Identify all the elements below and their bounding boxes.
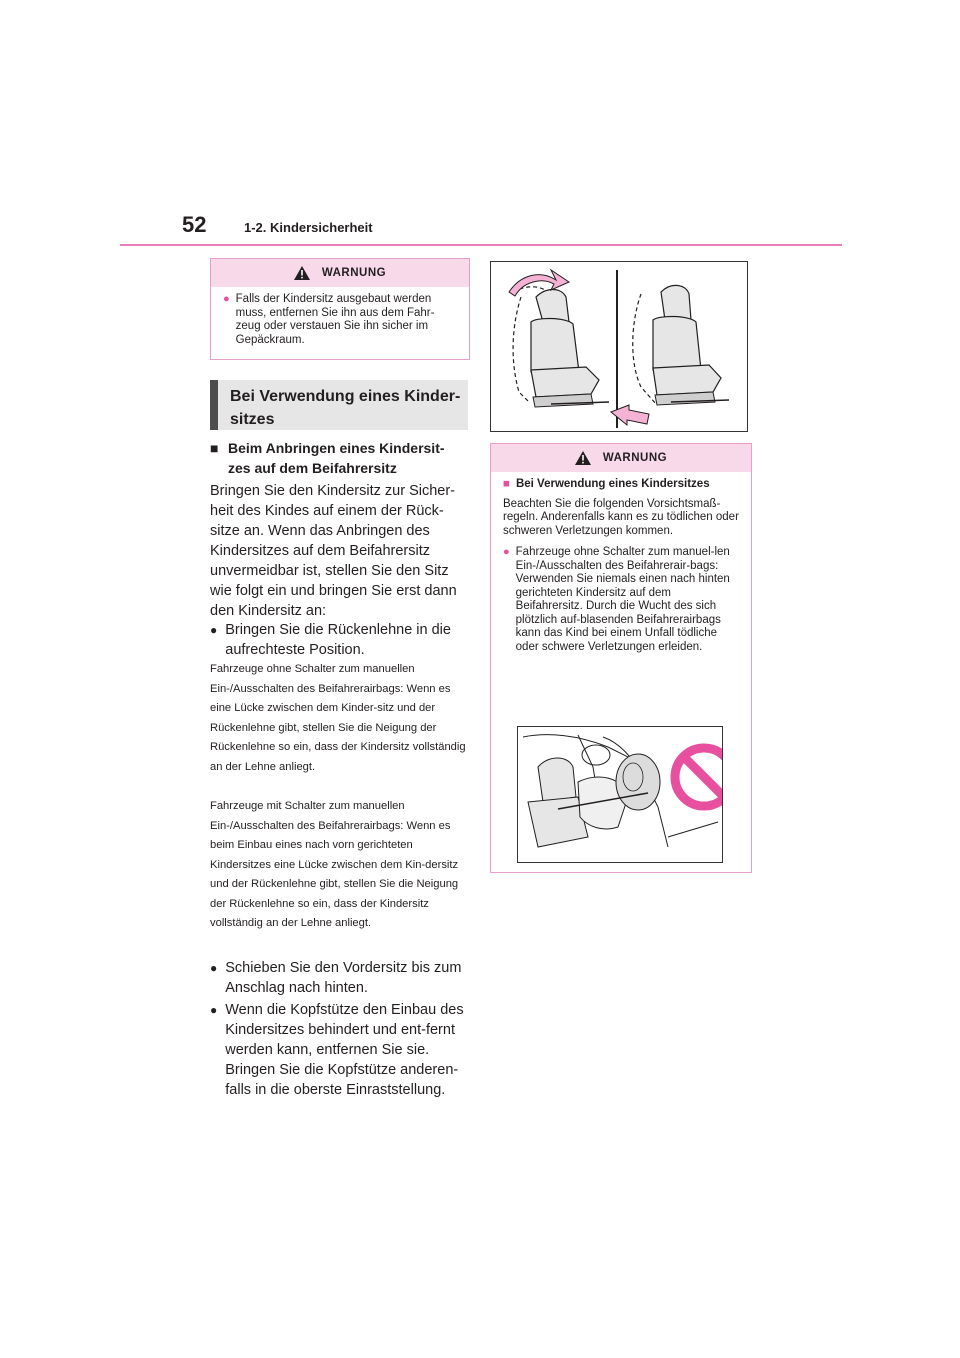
list-item	[210, 1000, 472, 1100]
note-paragraph: Fahrzeuge mit Schalter zum manuellen Ein-/Ausschalten des Beifahrerairbags: Wenn es beim Einbau eines nach vorn gerichteten Kindersitzes eine Lücke zwischen dem Kin-dersitz und der Rückenlehne gibt, stellen Sie die Neigung der Rückenlehne so ein, dass der Kindersitz vollständig an der Lehne anliegt.	[210, 800, 459, 929]
warning-paragraph: Beachten Sie die folgenden Vorsichtsmaß-regeln. Anderenfalls kann es zu tödlichen oder schweren Verletzungen kommen.	[503, 497, 739, 537]
bullet-dot-icon: ●	[210, 1003, 218, 1017]
section-title-box	[210, 380, 468, 430]
note-paragraph: Fahrzeuge ohne Schalter zum manuellen Ein-/Ausschalten des Beifahrerairbags: Wenn es eine Lücke zwischen dem Kinder-sitz und der Rückenlehne gibt, stellen Sie die Neigung der Rückenlehne so ein, dass der Kindersitz vollständig an der Lehne anliegt.	[210, 663, 466, 773]
warning-text: Fahrzeuge ohne Schalter zum manuel-len Ein-/Ausschalten des Beifahrerair-bags: Verwenden Sie niemals einen nach hinten gerichteten Kindersitz auf dem Beifahrersitz. Durch die Wucht des sich plötzlich auf-blasenden Beifahrerairbags kann das Kind bei einem Unfall tödliche oder schwere Verletzungen erleiden.	[515, 546, 730, 653]
list-item-text: Schieben Sie den Vordersitz bis zum Anschlag nach hinten.	[225, 960, 462, 996]
subheading-line-1: Beim Anbringen eines Kindersit-	[228, 440, 445, 456]
warning-box	[210, 258, 470, 360]
bullet-dot-icon: ●	[503, 546, 510, 558]
section-title-line-2: sitzes	[230, 411, 275, 428]
square-bullet-icon: ■	[210, 440, 219, 456]
airbag-illustration	[517, 726, 723, 863]
intro-paragraph: Bringen Sie den Kindersitz zur Sicher-heit des Kindes auf einem der Rück-sitze an. Wenn das Anbringen des Kindersitzes auf dem Beifahrersitz unvermeidbar ist, stellen Sie den Sitz wie folgt ein und bringen Sie erst dann den Kindersitz an:	[210, 483, 457, 619]
list-item-text: Wenn die Kopfstütze den Einbau des Kindersitzes behindert und ent-fernt werden kann, entfernen Sie sie. Bringen Sie die Kopfstütze anderen-falls in die oberste Einraststellung.	[225, 1002, 464, 1098]
warning-header	[211, 259, 469, 287]
page-number: 52	[182, 212, 207, 237]
list-item-text: Bringen Sie die Rückenlehne in die aufrechteste Position.	[225, 622, 451, 658]
subheading-line-2: zes auf dem Beifahrersitz	[228, 460, 397, 476]
header-divider	[120, 244, 842, 246]
bullet-dot-icon: ●	[210, 623, 218, 637]
warning-label: WARNUNG	[602, 452, 668, 464]
bullet-dot-icon: ●	[210, 961, 218, 975]
warning-text: Falls der Kindersitz ausgebaut werden muss, entfernen Sie ihn aus dem Fahr-zeug oder verstauen Sie ihn sicher im Gepäckraum.	[235, 293, 435, 346]
warning-heading: Bei Verwendung eines Kindersitzes	[515, 478, 710, 490]
warning-header	[491, 444, 751, 472]
square-bullet-icon: ■	[503, 478, 510, 490]
section-header: 1-2. Kindersicherheit	[244, 220, 373, 235]
subheading	[210, 438, 470, 478]
warning-label: WARNUNG	[321, 267, 387, 279]
section-title-line-1: Bei Verwendung eines Kinder-	[230, 388, 461, 405]
rear-facing-seat-figure	[518, 727, 722, 862]
bullet-dot-icon: ●	[223, 293, 230, 305]
section-title	[230, 385, 460, 431]
warning-triangle-icon	[575, 451, 591, 465]
warning-triangle-icon	[294, 266, 310, 280]
seat-illustration	[490, 261, 748, 432]
list-item	[210, 958, 472, 998]
seat-adjustment-figure	[491, 262, 747, 431]
list-item	[210, 620, 472, 660]
